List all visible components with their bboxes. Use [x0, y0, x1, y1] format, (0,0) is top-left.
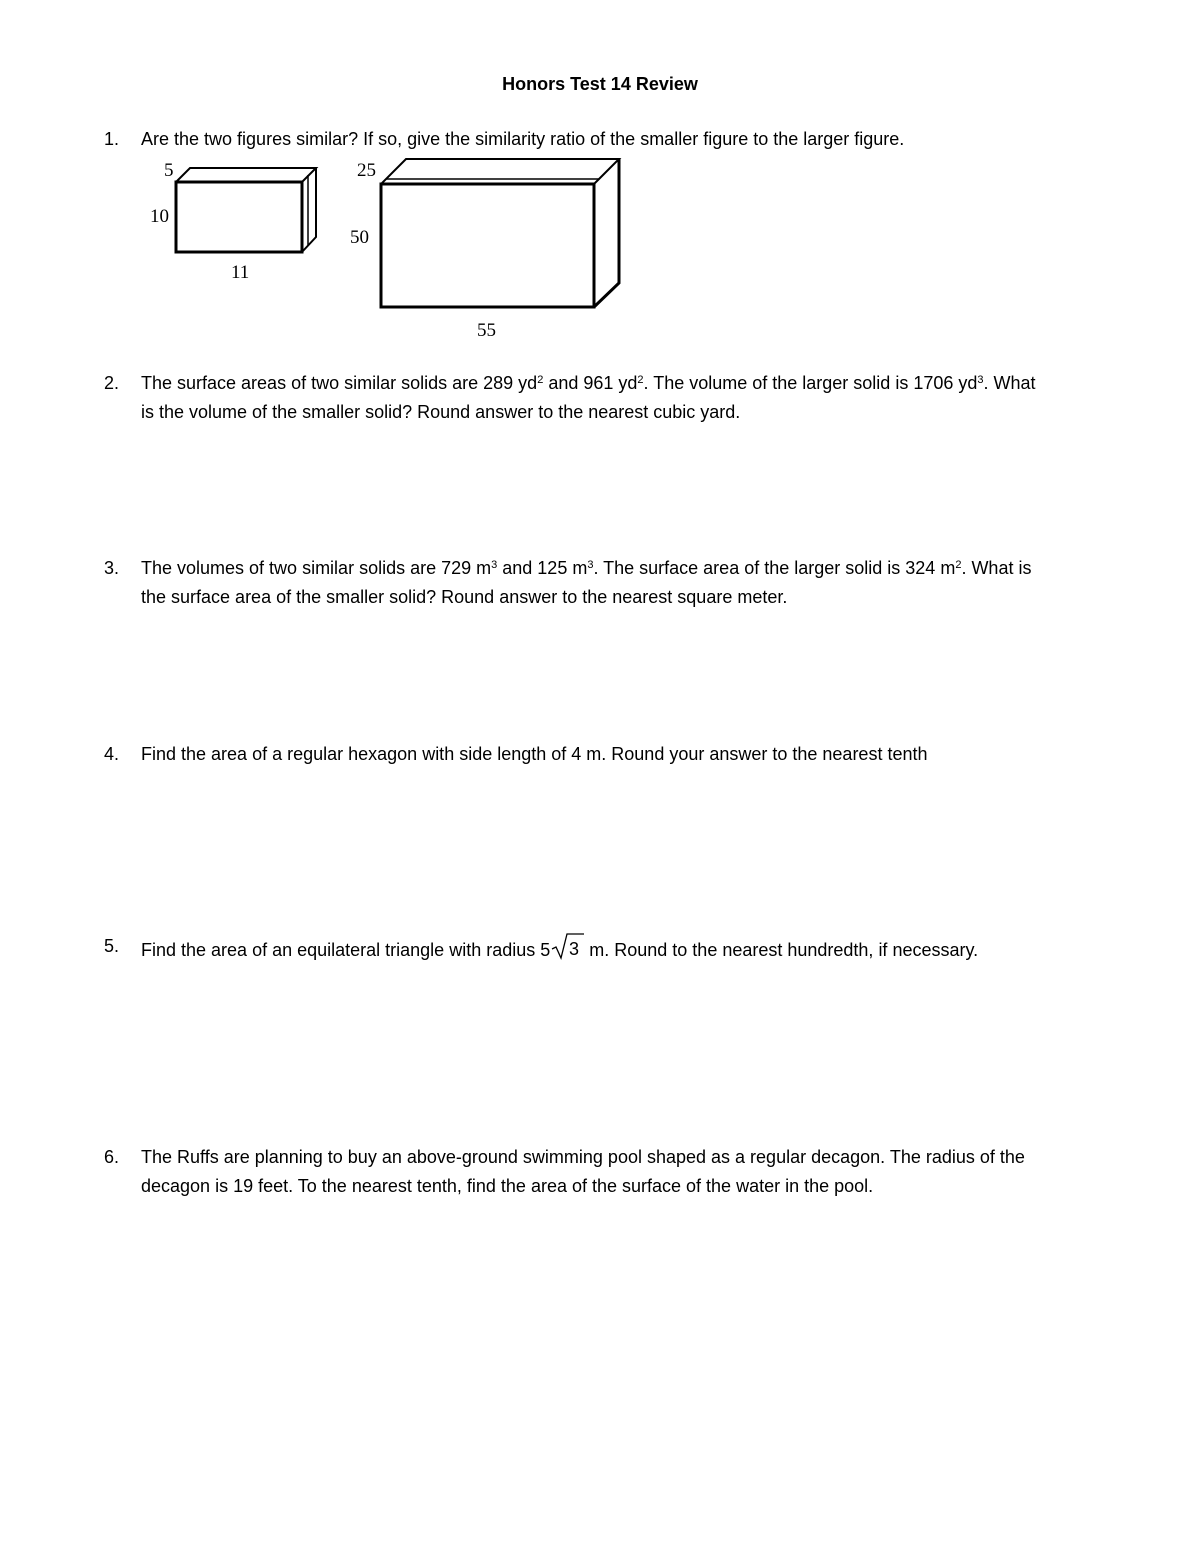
- question-number: 3.: [104, 558, 120, 578]
- question-2: [104, 369, 1124, 427]
- radical-sign-icon: [550, 932, 584, 962]
- question-text: [141, 125, 1124, 154]
- text-segment: m. Round to the nearest hundredth, if necessary.: [584, 940, 979, 960]
- question-line: decagon is 19 feet. To the nearest tenth, find the area of the surface of the water in the pool.: [141, 1176, 874, 1196]
- question-line: Are the two figures similar? If so, give the similarity ratio of the smaller figure to the larger figure.: [141, 129, 905, 149]
- small-box-top-face: [176, 168, 316, 182]
- page-title: Honors Test 14 Review: [502, 74, 698, 94]
- question-line: Find the area of a regular hexagon with side length of 4 m. Round your answer to the nearest tenth: [141, 744, 928, 764]
- text-segment: . The volume of the larger solid is 1706 yd: [643, 373, 978, 393]
- small-box-depth-label: 5: [164, 160, 174, 181]
- question-line: [141, 932, 1124, 965]
- question-4: [104, 740, 1124, 769]
- question-number: 1.: [104, 129, 120, 149]
- small-box: [176, 168, 316, 252]
- question-5: [104, 932, 1124, 965]
- question-text: [141, 932, 1124, 965]
- question-text: [141, 1143, 1124, 1201]
- question-text: [141, 554, 1124, 612]
- question-number: 5.: [104, 936, 120, 956]
- question-number: 6.: [104, 1147, 120, 1167]
- question-line: the surface area of the smaller solid? Round answer to the nearest square meter.: [141, 587, 788, 607]
- question-6: [104, 1143, 1124, 1201]
- question-line: is the volume of the smaller solid? Round answer to the nearest cubic yard.: [141, 402, 741, 422]
- large-box-width-label: 55: [477, 320, 496, 341]
- question-line: [141, 369, 1124, 398]
- exponent: 2: [537, 374, 544, 386]
- exponent: 2: [955, 559, 962, 571]
- square-root-expression: [550, 932, 584, 965]
- question-number: 2.: [104, 373, 120, 393]
- large-box-top-face: [381, 159, 619, 184]
- text-segment: . What: [983, 373, 1036, 393]
- text-segment: Find the area of an equilateral triangle with radius 5: [141, 940, 551, 960]
- text-segment: . The surface area of the larger solid is 324 m: [593, 558, 956, 578]
- radicand: 3: [569, 939, 580, 959]
- large-box: [381, 159, 619, 307]
- small-box-width-label: 11: [231, 262, 250, 283]
- question-text: [141, 369, 1124, 427]
- large-box-height-label: 50: [350, 227, 369, 248]
- text-segment: and 125 m: [497, 558, 588, 578]
- question-text: [141, 740, 1124, 769]
- text-segment: . What is: [961, 558, 1032, 578]
- text-segment: and 961 yd: [543, 373, 638, 393]
- question-3: [104, 554, 1124, 612]
- large-box-front-face: [381, 184, 594, 307]
- question-line: [141, 554, 1124, 583]
- question-1: [104, 125, 1124, 154]
- similar-boxes-figure: [140, 155, 640, 345]
- exponent: 3: [587, 559, 594, 571]
- exponent: 3: [491, 559, 498, 571]
- exponent: 2: [637, 374, 644, 386]
- small-box-front-face: [176, 182, 302, 252]
- question-line: The Ruffs are planning to buy an above-ground swimming pool shaped as a regular decagon. The radius of the: [141, 1147, 1025, 1167]
- small-box-height-label: 10: [150, 206, 169, 227]
- exponent: 3: [977, 374, 984, 386]
- large-box-depth-label: 25: [357, 160, 376, 181]
- text-segment: The volumes of two similar solids are 729 m: [141, 558, 492, 578]
- question-number: 4.: [104, 744, 120, 764]
- text-segment: The surface areas of two similar solids are 289 yd: [141, 373, 538, 393]
